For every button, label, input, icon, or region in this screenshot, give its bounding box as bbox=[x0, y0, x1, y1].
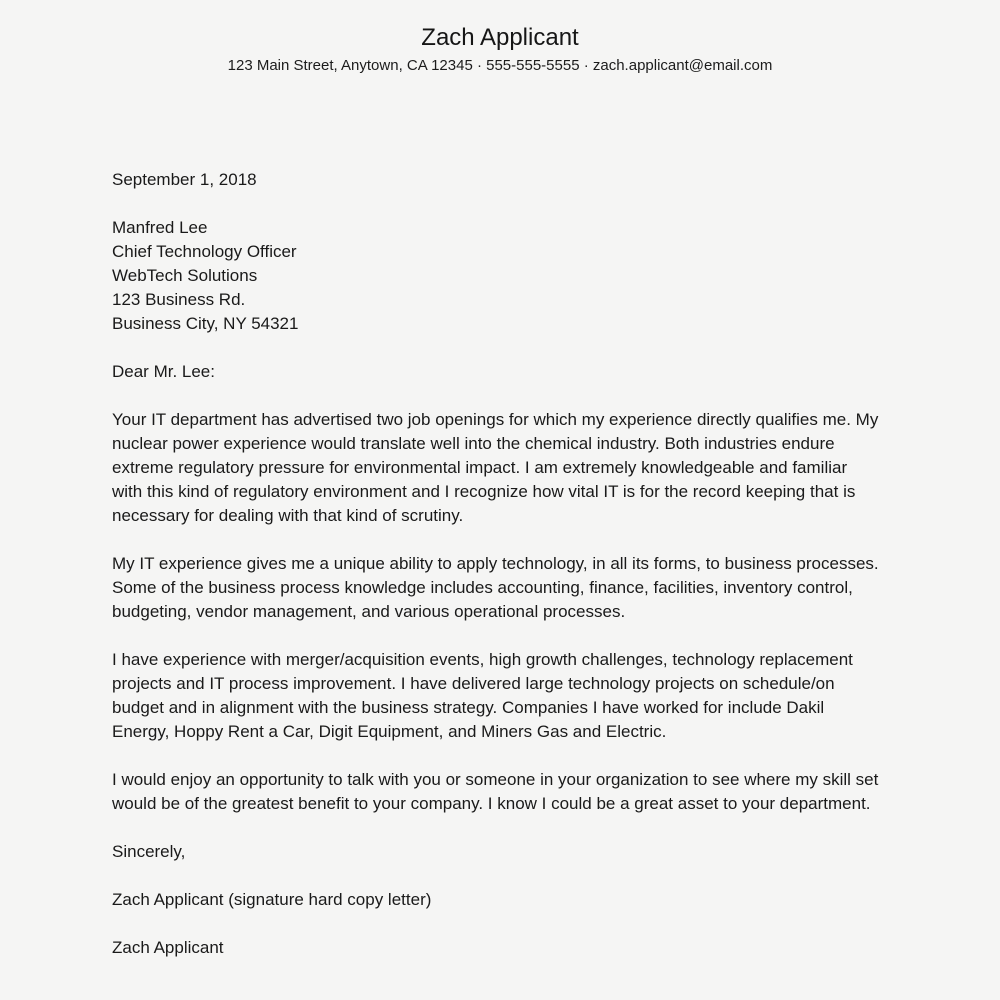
recipient-name: Manfred Lee bbox=[112, 218, 208, 237]
body-paragraph-2: My IT experience gives me a unique ability to apply technology, in all its forms, to business processes. Some of the business process knowledge includes accounting, finance, facilities, inventory control, budgeting, vendor management, and various operational processes. bbox=[112, 554, 879, 621]
signature-note: Zach Applicant (signature hard copy letter) bbox=[112, 890, 432, 909]
recipient-street: 123 Business Rd. bbox=[112, 290, 246, 309]
body-paragraph-3: I have experience with merger/acquisition events, high growth challenges, technology replacement projects and IT process improvement. I have delivered large technology projects on schedule/on budget and in alignment with the business strategy. Companies I have worked for include Dakil Energy, Hoppy Rent a Car, Digit Equipment, and Miners Gas and Electric. bbox=[112, 650, 853, 741]
recipient-address-block bbox=[112, 216, 882, 336]
letter-date: September 1, 2018 bbox=[112, 170, 257, 189]
applicant-contact-line: 123 Main Street, Anytown, CA 12345 · 555-555-5555 · zach.applicant@email.com bbox=[227, 57, 773, 74]
recipient-company: WebTech Solutions bbox=[112, 266, 258, 285]
body-paragraph-1: Your IT department has advertised two job openings for which my experience directly qualifies me. My nuclear power experience would translate well into the chemical industry. Both industries endure extreme regulatory pressure for environmental impact. I am extremely knowledgeable and familiar with this kind of regulatory environment and I recognize how vital IT is for the record keeping that is necessary for dealing with that kind of scrutiny. bbox=[112, 410, 879, 525]
letter-header bbox=[0, 0, 1000, 76]
letter-body bbox=[112, 168, 882, 960]
salutation: Dear Mr. Lee: bbox=[112, 362, 215, 381]
body-paragraph-4: I would enjoy an opportunity to talk with you or someone in your organization to see where my skill set would be of the greatest benefit to your company. I know I could be a great asset to your department. bbox=[112, 770, 879, 813]
closing: Sincerely, bbox=[112, 842, 186, 861]
applicant-name-heading: Zach Applicant bbox=[421, 24, 579, 51]
recipient-title: Chief Technology Officer bbox=[112, 242, 297, 261]
signature-name: Zach Applicant bbox=[112, 938, 224, 957]
recipient-city-state-zip: Business City, NY 54321 bbox=[112, 314, 299, 333]
